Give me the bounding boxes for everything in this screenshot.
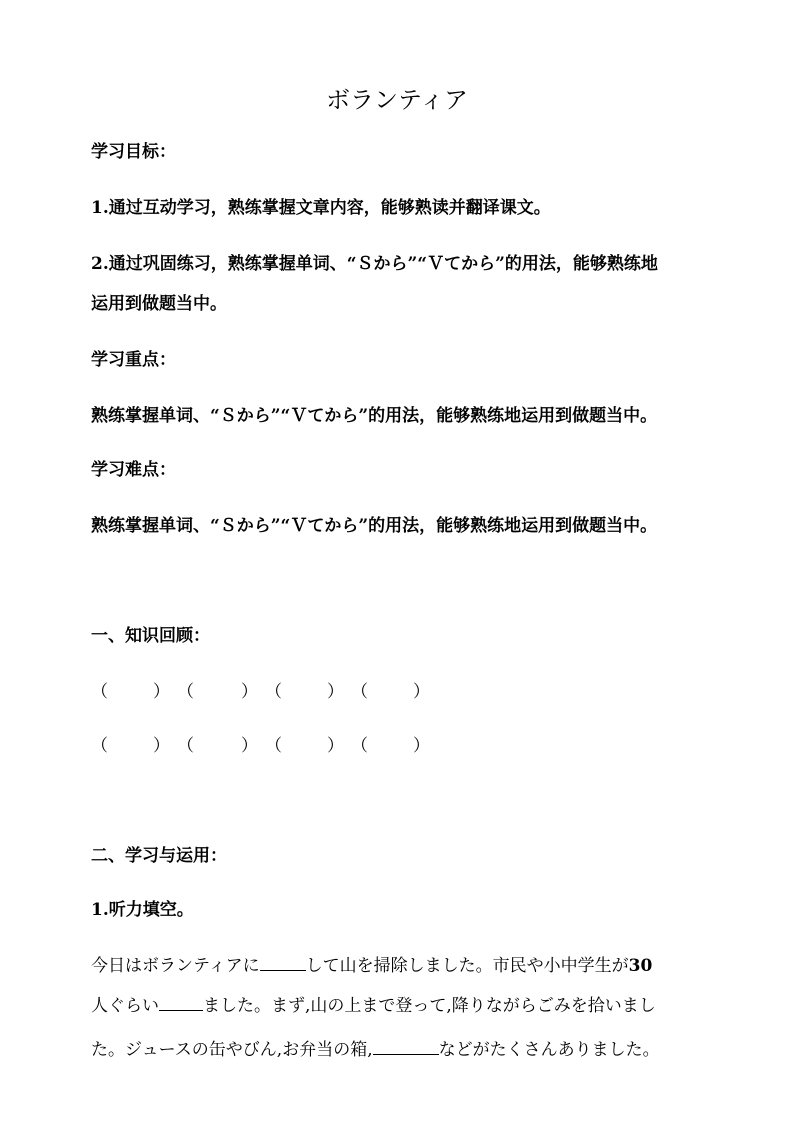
passage-text: して山を掃除しました。市民や小中学生が [305, 956, 629, 976]
paren-open: （ [351, 736, 368, 756]
paren-close: ） [241, 736, 258, 756]
paren-close: ） [327, 682, 344, 702]
goals-heading: 学习目标： [91, 142, 176, 162]
paren-open: （ [177, 682, 194, 702]
passage-text: 今日はボランティアに [91, 956, 260, 976]
passage-text: 人ぐらい [91, 996, 159, 1016]
section-1-heading: 一、知识回顾： [91, 626, 210, 646]
key-points-text: 熟练掌握单词、“Ｓから”“Ｖてから”的用法，能够熟练地运用到做题当中。 [91, 406, 658, 426]
paren-open: （ [177, 736, 194, 756]
passage-number: 30 [628, 956, 653, 976]
fill-blank[interactable] [260, 952, 306, 971]
paren-open: （ [91, 682, 108, 702]
passage-text: などがたくさんありました。 [438, 1040, 660, 1060]
document-title: ボランティア [325, 86, 469, 114]
paren-open: （ [265, 682, 282, 702]
paren-open: （ [91, 736, 108, 756]
difficulty-heading: 学习难点： [91, 460, 176, 480]
paren-close: ） [241, 682, 258, 702]
paren-open: （ [265, 736, 282, 756]
paren-close: ） [153, 736, 170, 756]
key-points-heading: 学习重点： [91, 350, 176, 370]
goal-1: 1.通过互动学习，熟练掌握文章内容，能够熟读并翻译课文。 [91, 198, 551, 218]
passage-line-3 [91, 1036, 731, 1062]
paren-close: ） [413, 682, 430, 702]
fill-blank[interactable] [373, 1036, 439, 1055]
passage-line-1 [91, 952, 731, 978]
listening-heading: 1.听力填空。 [91, 900, 194, 920]
paren-close: ） [413, 736, 430, 756]
fill-blank[interactable] [159, 992, 203, 1011]
goal-2-line-1: 2.通过巩固练习，熟练掌握单词、“Ｓから”“Ｖてから”的用法，能够熟练地 [91, 254, 658, 274]
section-2-heading: 二、学习与运用： [91, 846, 227, 866]
passage-text: ました。まず,山の上まで登って,降りながらごみを拾いまし [203, 996, 656, 1016]
passage-line-2 [91, 992, 731, 1018]
goal-2-line-2: 运用到做题当中。 [91, 294, 227, 314]
difficulty-text: 熟练掌握单词、“Ｓから”“Ｖてから”的用法，能够熟练地运用到做题当中。 [91, 516, 658, 536]
passage-text: た。ジュースの缶やびん,お弁当の箱, [91, 1040, 373, 1060]
paren-close: ） [153, 682, 170, 702]
paren-open: （ [351, 682, 368, 702]
paren-close: ） [327, 736, 344, 756]
